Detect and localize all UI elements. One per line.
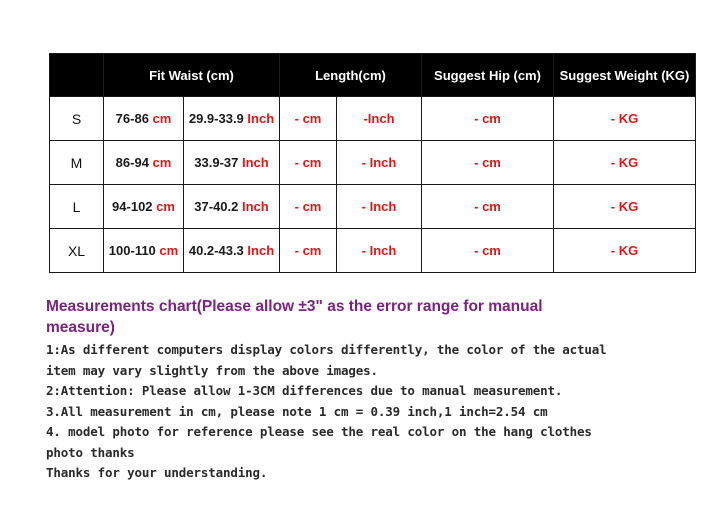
waist-cm-cell [104, 185, 184, 229]
header-length: Length(cm) [280, 54, 422, 97]
waist-cm-value: 94-102 [112, 199, 153, 214]
waist-inch-value: 40.2-43.3 [188, 243, 244, 258]
weight-value: - [610, 199, 619, 214]
waist-cm-unit: cm [148, 155, 172, 170]
hip-cell [422, 229, 554, 273]
weight-value: - [610, 243, 619, 258]
weight-value: - [610, 111, 619, 126]
note-line: 3.All measurement in cm, please note 1 cm = 0.39 inch,1 inch=2.54 cm [46, 403, 548, 419]
length-inch-value: - [361, 243, 370, 258]
weight-unit: KG [618, 111, 639, 126]
waist-inch-value: 37-40.2 [194, 199, 239, 214]
length-inch-cell [337, 229, 422, 273]
header-suggest-weight: Suggest Weight (KG) [554, 54, 696, 97]
weight-cell [554, 141, 696, 185]
table-row-xl [50, 229, 696, 273]
length-cm-value: - [294, 111, 303, 126]
waist-inch-value: 33.9-37 [194, 155, 239, 170]
note-line: 4. model photo for reference please see the real color on the hang clothes [46, 424, 592, 439]
waist-inch-unit: Inch [243, 111, 275, 126]
waist-cm-unit: cm [148, 111, 172, 126]
note-line: photo thanks [46, 444, 135, 460]
weight-cell [554, 97, 696, 141]
waist-inch-unit: Inch [238, 155, 269, 170]
length-cm-unit: cm [302, 111, 322, 126]
hip-value: - [474, 155, 483, 170]
length-cm-cell [280, 141, 337, 185]
notes-heading [46, 296, 706, 338]
length-cm-value: - [294, 243, 303, 258]
length-inch-unit: Inch [369, 199, 397, 214]
weight-cell [554, 229, 696, 273]
waist-inch-unit: Inch [243, 243, 275, 258]
length-inch-value: - [361, 199, 370, 214]
length-inch-unit: Inch [369, 243, 397, 258]
weight-cell [554, 185, 696, 229]
hip-unit: cm [482, 155, 501, 170]
length-inch-unit: Inch [367, 111, 395, 126]
length-cm-unit: cm [302, 155, 322, 170]
weight-unit: KG [618, 243, 639, 258]
weight-unit: KG [618, 155, 639, 170]
length-cm-cell [280, 97, 337, 141]
header-corner-cell [50, 54, 104, 97]
table-row-s [50, 97, 696, 141]
hip-value: - [474, 199, 483, 214]
hip-unit: cm [482, 199, 501, 214]
hip-cell [422, 97, 554, 141]
length-cm-unit: cm [302, 199, 322, 214]
length-inch-value: - [363, 111, 368, 126]
table-row-m [50, 141, 696, 185]
hip-unit: cm [482, 111, 501, 126]
note-line: 2:Attention: Please allow 1-3CM differences due to manual measurement. [46, 383, 563, 398]
length-cm-cell [280, 229, 337, 273]
waist-cm-value: 100-110 [108, 243, 156, 258]
waist-inch-cell [184, 229, 280, 273]
length-cm-value: - [294, 155, 303, 170]
hip-unit: cm [482, 243, 501, 258]
notes-heading-line-2: measure) [46, 319, 115, 336]
size-label: M [50, 141, 104, 185]
waist-inch-cell [184, 185, 280, 229]
length-inch-value: - [361, 155, 370, 170]
waist-cm-value: 86-94 [115, 155, 149, 170]
waist-cm-value: 76-86 [115, 111, 149, 126]
hip-value: - [474, 243, 483, 258]
header-fit-waist: Fit Waist (cm) [104, 54, 280, 97]
hip-cell [422, 141, 554, 185]
hip-cell [422, 185, 554, 229]
note-line: Thanks for your understanding. [46, 465, 268, 480]
header-suggest-hip: Suggest Hip (cm) [422, 54, 554, 97]
note-line: 1:As different computers display colors differently, the color of the actual [46, 342, 607, 357]
length-cm-unit: cm [302, 243, 322, 258]
waist-inch-cell [184, 97, 280, 141]
waist-cm-cell [104, 141, 184, 185]
length-inch-cell [337, 185, 422, 229]
waist-inch-unit: Inch [238, 199, 269, 214]
waist-inch-value: 29.9-33.9 [188, 111, 244, 126]
weight-unit: KG [618, 199, 639, 214]
waist-cm-unit: cm [155, 243, 179, 258]
measurement-notes [46, 296, 706, 484]
weight-value: - [610, 155, 619, 170]
size-label: XL [50, 229, 104, 273]
size-label: L [50, 185, 104, 229]
waist-cm-cell [104, 97, 184, 141]
size-chart-table [49, 53, 696, 273]
waist-cm-cell [104, 229, 184, 273]
hip-value: - [474, 111, 483, 126]
waist-inch-cell [184, 141, 280, 185]
length-inch-unit: Inch [369, 155, 397, 170]
length-inch-cell [337, 141, 422, 185]
size-label: S [50, 97, 104, 141]
note-line: item may vary slightly from the above images. [46, 362, 378, 378]
length-inch-cell [337, 97, 422, 141]
notes-heading-line-1: Measurements chart(Please allow ±3" as the error range for manual [46, 298, 543, 315]
table-row-l [50, 185, 696, 229]
length-cm-value: - [294, 199, 303, 214]
waist-cm-unit: cm [152, 199, 175, 214]
length-cm-cell [280, 185, 337, 229]
table-header-row [50, 54, 696, 97]
